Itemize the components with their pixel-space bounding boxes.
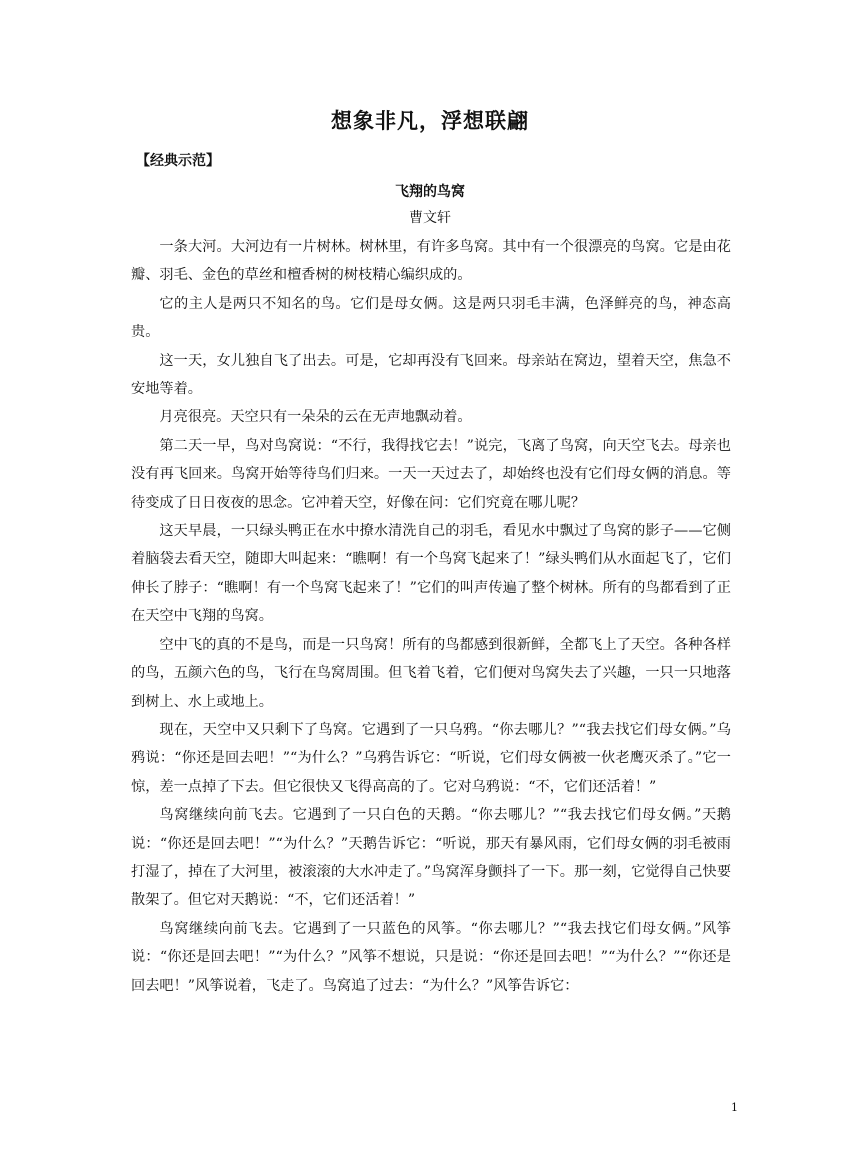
paragraph: 现在，天空中又只剩下了鸟窝。它遇到了一只乌鸦。“你去哪儿？”“我去找它们母女俩。”乌鸦说：“你还是回去吧！”“为什么？”乌鸦告诉它：“听说，它们母女俩被一伙老鹰灭杀了。”它一惊，差一点掉了下去。但它很快又飞得高高的了。它对乌鸦说：“不，它们还活着！” <box>131 721 731 795</box>
paragraph: 这天早晨，一只绿头鸭正在水中撩水清洗自己的羽毛，看见水中飘过了鸟窝的影子——它侧着脑袋去看天空，随即大叫起来：“瞧啊！有一个鸟窝飞起来了！”绿头鸭们从水面起飞了，它们伸长了脖子：“瞧啊！有一个鸟窝飞起来了！”它们的叫声传遍了整个树林。所有的鸟都看到了正在天空中飞翔的鸟窝。 <box>131 523 731 625</box>
paragraph: 空中飞的真的不是鸟，而是一只鸟窝！所有的鸟都感到很新鲜，全都飞上了天空。各种各样的鸟，五颜六色的鸟，飞行在鸟窝周围。但飞着飞着，它们便对鸟窝失去了兴趣，一只一只地落到树上、水上或地上。 <box>131 636 731 710</box>
paragraph: 一条大河。大河边有一片树林。树林里，有许多鸟窝。其中有一个很漂亮的鸟窝。它是由花瓣、羽毛、金色的草丝和檀香树的树枝精心编织成的。 <box>131 239 731 284</box>
page-number: 1 <box>731 1101 738 1114</box>
paragraph: 月亮很亮。天空只有一朵朵的云在无声地飘动着。 <box>159 409 472 426</box>
section-label: 【经典示范】 <box>136 153 220 169</box>
paragraph: 鸟窝继续向前飞去。它遇到了一只白色的天鹅。“你去哪儿？”“我去找它们母女俩。”天鹅说：“你还是回去吧！”“为什么？”天鹅告诉它：“听说，那天有暴风雨，它们母女俩的羽毛被雨打湿了，掉在了大河里，被滚滚的大水冲走了。”鸟窝浑身颤抖了一下。那一刻，它觉得自己快要散架了。但它对天鹅说：“不，它们还活着！” <box>131 807 731 909</box>
paragraph: 鸟窝继续向前飞去。它遇到了一只蓝色的风筝。“你去哪儿？”“我去找它们母女俩。”风筝说：“你还是回去吧！”“为什么？”风筝不想说，只是说：“你还是回去吧！”“为什么？”“你还是回去吧！”风筝说着，飞走了。鸟窝追了过去：“为什么？”风筝告诉它： <box>131 920 731 994</box>
story-body <box>131 233 731 1000</box>
story-title: 飞翔的鸟窝 <box>395 184 465 200</box>
paragraph: 它的主人是两只不知名的鸟。它们是母女俩。这是两只羽毛丰满，色泽鲜亮的鸟，神态高贵。 <box>131 295 731 341</box>
author-name: 曹文轩 <box>409 210 451 226</box>
page-title: 想象非凡，浮想联翩 <box>331 109 529 133</box>
paragraph: 这一天，女儿独自飞了出去。可是，它却再没有飞回来。母亲站在窝边，望着天空，焦急不安地等着。 <box>131 352 731 398</box>
paragraph: 第二天一早，鸟对鸟窝说：“不行，我得找它去！”说完，飞离了鸟窝，向天空飞去。母亲也没有再飞回来。鸟窝开始等待鸟们归来。一天一天过去了，却始终也没有它们母女俩的消息。等待变成了日日夜夜的思念。它冲着天空，好像在问：它们究竟在哪儿呢？ <box>131 437 731 511</box>
